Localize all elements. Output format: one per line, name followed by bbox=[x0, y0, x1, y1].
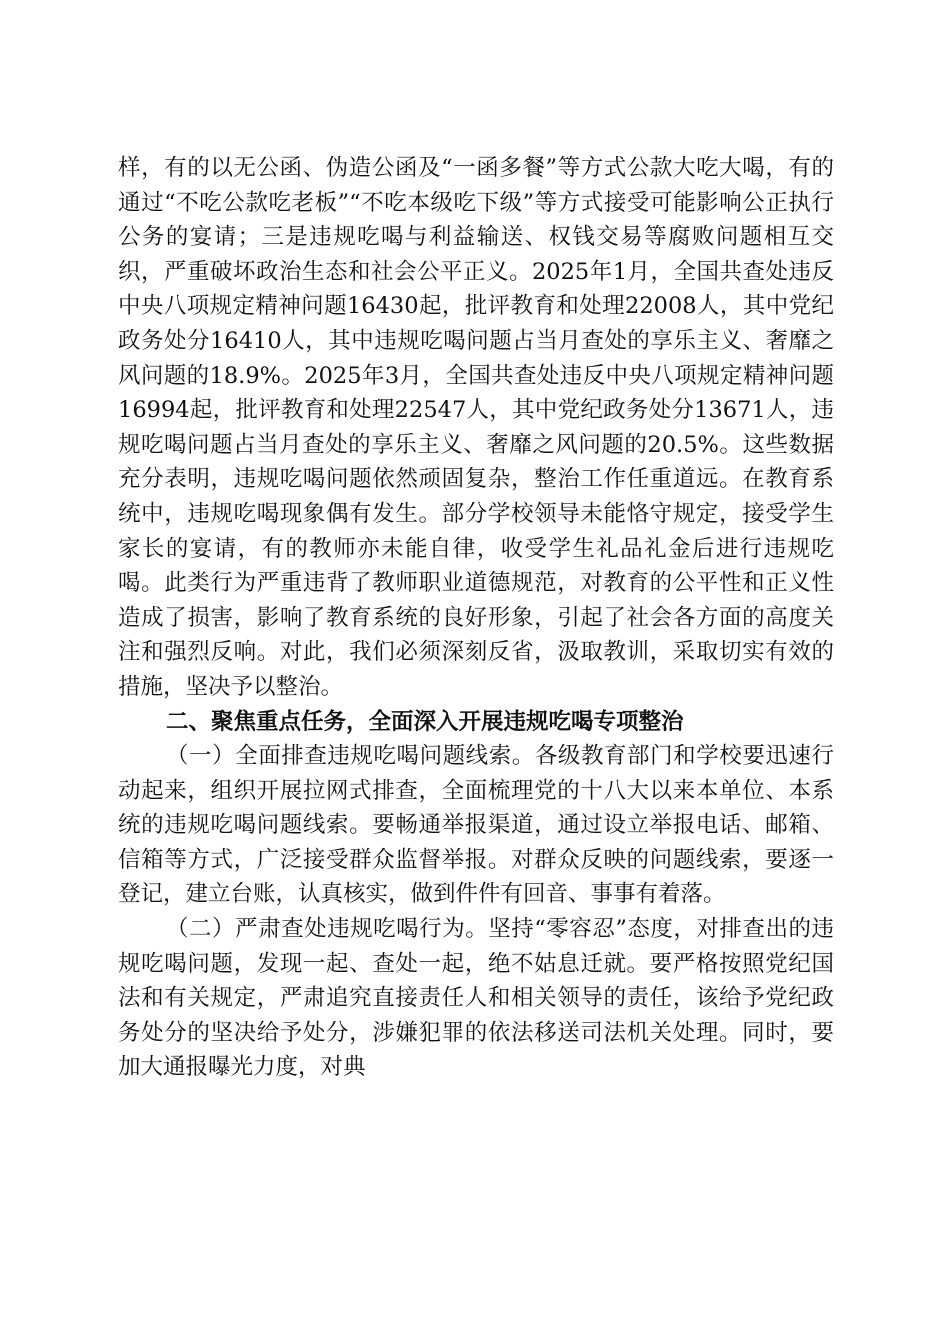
section-heading: 二、聚焦重点任务，全面深入开展违规吃喝专项整治 bbox=[166, 708, 684, 735]
item-two-body: 坚持“零容忍”态度，对排查出的违规吃喝问题，发现一起、查处一起，绝不姑息迁就。要严格按照党纪国法和有关规定，严肃追究直接责任人和相关领导的责任，该给予党纪政务处分的坚决给予处分，涉嫌犯罪的依法移送司法机关处理。同时，要加大通报曝光力度，对典 bbox=[118, 916, 834, 1081]
intro-paragraph: 样，有的以无公函、伪造公函及“一函多餐”等方式公款大吃大喝，有的通过“不吃公款吃老板”“不吃本级吃下级”等方式接受可能影响公正执行公务的宴请；三是违规吃喝与利益输送、权钱交易等腐败问题相互交织，严重破坏政治生态和社会公平正义。2025年1月，全国共查处违反中央八项规定精神问题16430起，批评教育和处理22008人，其中党纪政务处分16410人，其中违规吃喝问题占当月查处的享乐主义、奢靡之风问题的18.9%。2025年3月，全国共查处违反中央八项规定精神问题16994起，批评教育和处理22547人，其中党纪政务处分13671人，违规吃喝问题占当月查处的享乐主义、奢靡之风问题的20.5%。这些数据充分表明，违规吃喝问题依然顽固复杂，整治工作任重道远。在教育系统中，违规吃喝现象偶有发生。部分学校领导未能恪守规定，接受学生家长的宴请，有的教师亦未能自律，收受学生礼品礼金后进行违规吃喝。此类行为严重违背了教师职业道德规范，对教育的公平性和正义性造成了损害，影响了教育系统的良好形象，引起了社会各方面的高度关注和强烈反响。对此，我们必须深刻反省，汲取教训，采取切实有效的措施，坚决予以整治。 bbox=[118, 155, 834, 700]
item-one-paragraph bbox=[118, 739, 834, 912]
item-two-paragraph bbox=[118, 912, 834, 1085]
item-two-lead: （二）严肃查处违规吃喝行为。 bbox=[166, 916, 489, 943]
item-one-body: 各级教育部门和学校要迅速行动起来，组织开展拉网式排查，全面梳理党的十八大以来本单位、本系统的违规吃喝问题线索。要畅通举报渠道，通过设立举报电话、邮箱、信箱等方式，广泛接受群众监督举报。对群众反映的问题线索，要逐一登记，建立台账，认真核实，做到件件有回音、事事有着落。 bbox=[118, 743, 834, 908]
item-one-lead: （一）全面排查违规吃喝问题线索。 bbox=[166, 743, 535, 770]
document-page bbox=[118, 151, 834, 1085]
